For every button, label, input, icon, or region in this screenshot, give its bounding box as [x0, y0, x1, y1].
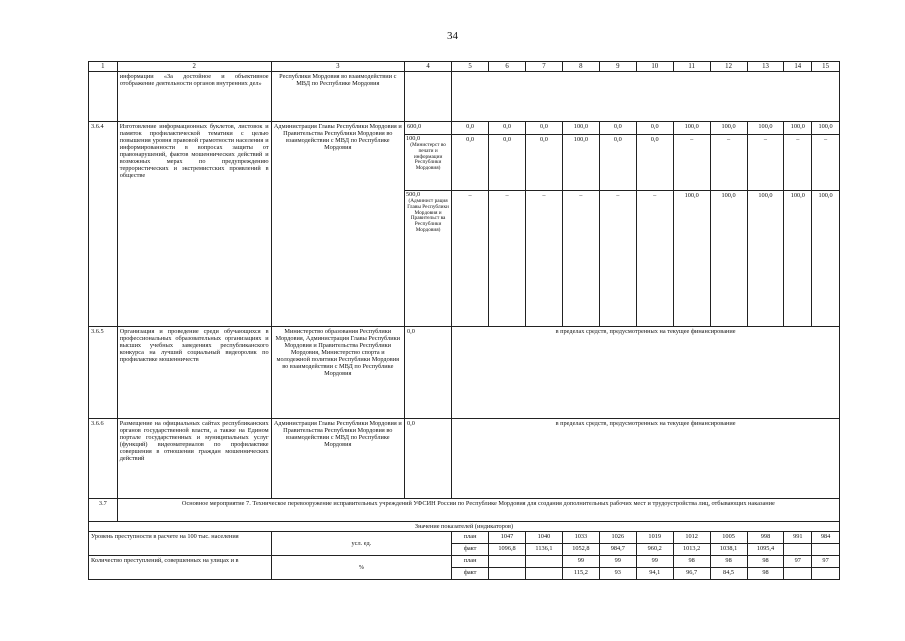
value-cell: 93 [599, 568, 636, 580]
value-cell: – [489, 191, 526, 327]
funding-source: (Министерст во печати и информации Республики Мордовия) [410, 141, 446, 172]
value-cell: 98 [747, 556, 784, 568]
financing-note: в пределах средств, предусмотренных на текущее финансирование [452, 419, 840, 499]
value-cell: 98 [673, 556, 710, 568]
fact-label: факт [452, 544, 489, 556]
table-row [89, 419, 840, 499]
value-cell: – [673, 135, 710, 191]
table-row [89, 122, 840, 135]
column-number-row [89, 62, 840, 72]
main-measure-title: Основное мероприятие 7. Техническое перевооружение исправительных учреждений УФСИН России по Республике Мордовия для создания дополнительных рабочих мест и трудоустройства лиц, отбывающих наказание [117, 499, 839, 522]
table-row [89, 499, 840, 522]
col-header: 11 [673, 62, 710, 72]
col-header: 3 [271, 62, 404, 72]
value-cell: 984 [812, 532, 840, 544]
value-cell [526, 556, 563, 568]
indicator-unit: усл. ед. [271, 532, 452, 556]
total-amount: 100,0 [405, 135, 421, 142]
value-cell: 96,7 [673, 568, 710, 580]
value-cell [526, 568, 563, 580]
value-cell: 100,0 [673, 191, 710, 327]
value-cell: 0,0 [489, 122, 526, 135]
value-cell: 100,0 [812, 191, 840, 327]
value-cell: – [526, 191, 563, 327]
measure-number: 3.6.5 [89, 327, 118, 419]
measure-number: 3.6.6 [89, 419, 118, 499]
value-cell: 99 [562, 556, 599, 568]
value-cell [784, 544, 812, 556]
value-cell: 1038,1 [710, 544, 747, 556]
value-cell: 1005 [710, 532, 747, 544]
value-cell: 0,0 [636, 135, 673, 191]
value-cell: 84,5 [710, 568, 747, 580]
value-cell: 98 [747, 568, 784, 580]
value-cell: 1019 [636, 532, 673, 544]
amount-with-source [404, 135, 451, 191]
col-header: 9 [599, 62, 636, 72]
value-cell: 97 [784, 556, 812, 568]
program-table [88, 61, 840, 580]
value-cell: 100,0 [562, 135, 599, 191]
value-cell: – [812, 135, 840, 191]
measure-description: Организация и проведение среди обучающихся в профессиональных образовательных организациях и высших учебных заведениях республиканского конкурса на лучший социальный видеоролик по профилактике мошенничеств [117, 327, 271, 419]
indicators-header: Значение показателей (индикаторов) [89, 522, 840, 532]
value-cell: – [599, 191, 636, 327]
value-cell: 1096,8 [489, 544, 526, 556]
value-cell: 1047 [489, 532, 526, 544]
table-row [89, 327, 840, 419]
value-cell: 1012 [673, 532, 710, 544]
value-cell: – [452, 191, 489, 327]
value-cell: 99 [599, 556, 636, 568]
indicator-name: Количество преступлений, совершенных на улицах и в [89, 556, 272, 580]
amount-with-source [404, 191, 451, 327]
table-row [89, 72, 840, 122]
col-header: 14 [784, 62, 812, 72]
value-cell: 1095,4 [747, 544, 784, 556]
value-cell: 100,0 [812, 122, 840, 135]
value-cell: 100,0 [562, 122, 599, 135]
col-header: 12 [710, 62, 747, 72]
value-cell: 100,0 [747, 122, 784, 135]
value-cell: 960,2 [636, 544, 673, 556]
table-row [89, 532, 840, 544]
value-cell: – [636, 191, 673, 327]
value-cell: 0,0 [526, 135, 563, 191]
value-cell [784, 568, 812, 580]
col-header: 10 [636, 62, 673, 72]
value-cell: – [562, 191, 599, 327]
indicator-unit: % [271, 556, 452, 580]
financing-note: в пределах средств, предусмотренных на текущее финансирование [452, 327, 840, 419]
indicator-name: Уровень преступности в расчете на 100 тыс. населения [89, 532, 272, 556]
col-header: 4 [404, 62, 451, 72]
col-header: 2 [117, 62, 271, 72]
value-cell: 100,0 [747, 191, 784, 327]
value-cell: 115,2 [562, 568, 599, 580]
value-cell: 0,0 [489, 135, 526, 191]
value-cell: 100,0 [673, 122, 710, 135]
measure-description: Размещение на официальных сайтах республиканских органов государственной власти, а также на Едином портале государственных и муниципальных услуг (функций) видеоматериалов по профилактике совершения в отношении граждан мошеннических действий [117, 419, 271, 499]
col-header: 6 [489, 62, 526, 72]
value-cell: 0,0 [636, 122, 673, 135]
total-amount: 600,0 [404, 122, 451, 135]
value-cell: 1013,2 [673, 544, 710, 556]
value-cell: 100,0 [710, 191, 747, 327]
fact-label: факт [452, 568, 489, 580]
value-cell: 100,0 [784, 191, 812, 327]
col-header: 5 [452, 62, 489, 72]
value-cell: 0,0 [599, 122, 636, 135]
plan-label: план [452, 556, 489, 568]
col-header: 7 [526, 62, 563, 72]
measure-description: информации «За достойное и объективное отображение деятельности органов внутренних дел» [117, 72, 271, 122]
executor: Администрация Главы Республики Мордовия и Правительства Республики Мордовия во взаимодействии с МВД по Республике Мордовия [271, 122, 404, 327]
total-amount: 0,0 [404, 327, 451, 419]
executor: Администрация Главы Республики Мордовия и Правительства Республики Мордовия во взаимодействии с МВД по Республике Мордовия [271, 419, 404, 499]
value-cell: 1040 [526, 532, 563, 544]
table-row [89, 556, 840, 568]
total-amount: 0,0 [404, 419, 451, 499]
value-cell: 1026 [599, 532, 636, 544]
program-table-sheet [88, 61, 840, 641]
col-header: 1 [89, 62, 118, 72]
value-cell [489, 556, 526, 568]
col-header: 13 [747, 62, 784, 72]
value-cell: 94,1 [636, 568, 673, 580]
table-row [89, 522, 840, 532]
value-cell: 0,0 [452, 135, 489, 191]
col-header: 8 [562, 62, 599, 72]
funding-source: (Админист рация Главы Республики Мордовия и Правительст ва Республики Мордовия) [407, 197, 449, 233]
executor: Республики Мордовия во взаимодействии с МВД по Республике Мордовия [271, 72, 404, 122]
value-cell: 0,0 [526, 122, 563, 135]
value-cell: – [747, 135, 784, 191]
executor: Министерство образования Республики Мордовия, Администрация Главы Республики Мордовия и Правительства Республики Мордовия, Министерство спорта и молодежной политики Республики Мордовия во взаимодействии с МВД по Республике Мордовия [271, 327, 404, 419]
plan-label: план [452, 532, 489, 544]
value-cell: 984,7 [599, 544, 636, 556]
value-cell: 0,0 [599, 135, 636, 191]
value-cell: – [710, 135, 747, 191]
total-amount: 500,0 [405, 191, 421, 198]
value-cell [812, 568, 840, 580]
value-cell: 991 [784, 532, 812, 544]
value-cell: 98 [710, 556, 747, 568]
value-cell: 0,0 [452, 122, 489, 135]
measure-number: 3.6.4 [89, 122, 118, 327]
value-cell: 998 [747, 532, 784, 544]
value-cell [812, 544, 840, 556]
value-cell: 1033 [562, 532, 599, 544]
value-cell: 100,0 [784, 122, 812, 135]
value-cell: 97 [812, 556, 840, 568]
col-header: 15 [812, 62, 840, 72]
page-number: 34 [447, 30, 458, 42]
value-cell [489, 568, 526, 580]
value-cell: 1136,1 [526, 544, 563, 556]
value-cell: 100,0 [710, 122, 747, 135]
value-cell: 99 [636, 556, 673, 568]
measure-number: 3.7 [89, 499, 118, 522]
value-cell: – [784, 135, 812, 191]
value-cell: 1052,8 [562, 544, 599, 556]
measure-description: Изготовление информационных буклетов, листовок и памяток профилактической тематики с целью повышения уровня правовой грамотности населения и информированности в вопросах защиты от правонарушений, фактов мошеннических действий и возможных мерах по предупреждению террористических и экстремистских проявлений в обществе [117, 122, 271, 327]
